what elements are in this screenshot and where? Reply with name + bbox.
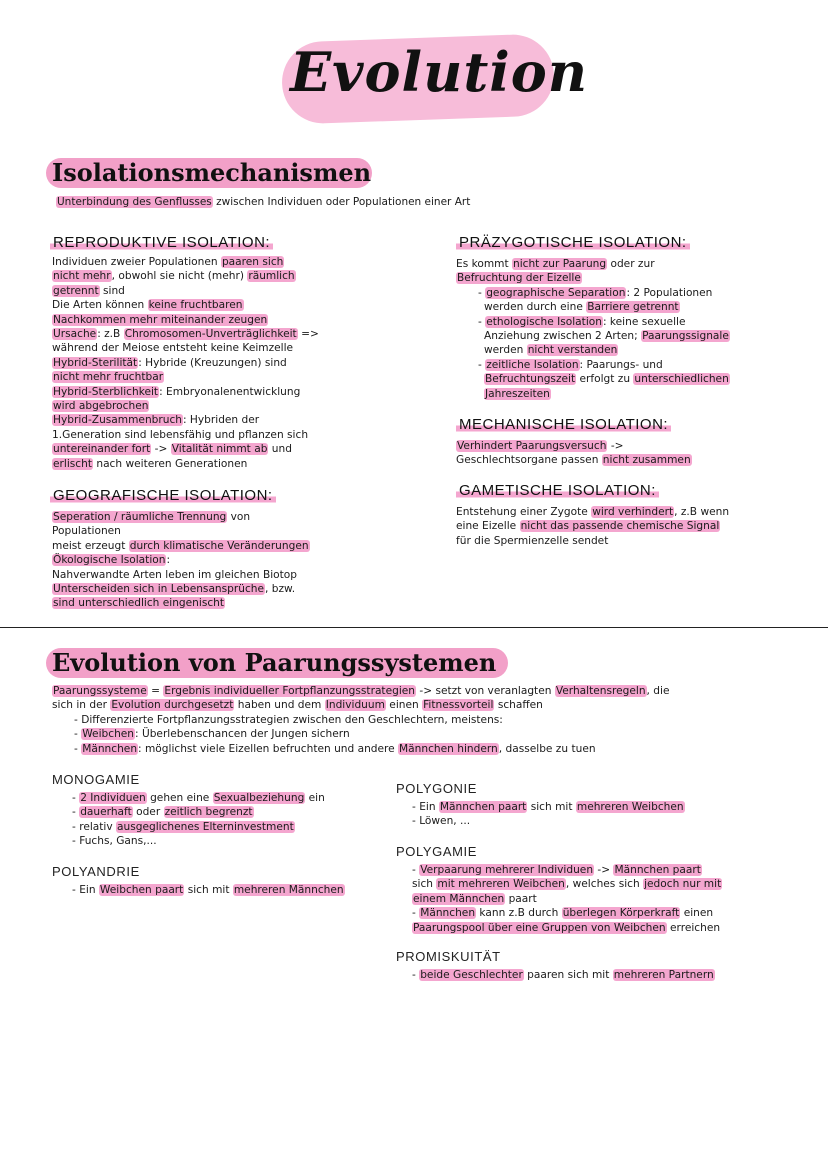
highlighted-term: Seperation / räumliche Trennung bbox=[53, 511, 227, 523]
heading-geografische: GEOGRAFISCHE ISOLATION: bbox=[50, 487, 276, 504]
highlighted-term: zeitliche Isolation bbox=[486, 358, 579, 371]
highlighted-term: getrennt bbox=[53, 284, 99, 297]
text-line bbox=[52, 370, 372, 384]
text-segment: sich mit bbox=[184, 884, 233, 896]
section-divider bbox=[0, 627, 828, 628]
highlighted-term: Ergebnis individueller Fortpflanzungsstrategien bbox=[164, 685, 416, 697]
text-line bbox=[412, 906, 784, 920]
text-segment: erreichen bbox=[666, 921, 721, 934]
text-line bbox=[456, 505, 796, 519]
text-segment: : keine sexuelle bbox=[602, 315, 686, 328]
text-segment: - bbox=[72, 806, 80, 819]
text-segment: Die Arten können bbox=[52, 299, 148, 312]
text-line bbox=[456, 534, 796, 548]
text-segment: Entstehung einer Zygote bbox=[456, 506, 592, 518]
highlighted-term: nicht mehr bbox=[53, 270, 111, 283]
text-segment: , bzw. bbox=[265, 583, 296, 596]
text-line bbox=[412, 968, 784, 982]
highlighted-term: wird abgebrochen bbox=[53, 400, 149, 413]
highlighted-term: 2 Individuen bbox=[80, 792, 146, 804]
text-segment: - bbox=[478, 315, 486, 328]
text-segment: Populationen bbox=[52, 525, 121, 538]
text-segment: eine Eizelle bbox=[456, 520, 520, 533]
highlighted-term: Verpaarung mehrerer Individuen bbox=[420, 864, 594, 876]
text-line bbox=[456, 286, 786, 300]
block-polygonie bbox=[412, 800, 772, 829]
text-line bbox=[52, 399, 372, 413]
highlighted-term: untereinander fort bbox=[53, 443, 151, 456]
text-segment: - bbox=[74, 742, 82, 755]
section1-heading: Isolationsmechanismen bbox=[52, 158, 372, 187]
text-line bbox=[52, 742, 772, 756]
text-line bbox=[52, 385, 372, 399]
text-segment: - bbox=[412, 969, 420, 981]
text-segment: von bbox=[227, 511, 251, 523]
text-line bbox=[52, 596, 372, 610]
heading-polyandrie: POLYANDRIE bbox=[52, 864, 140, 879]
text-line bbox=[456, 257, 786, 271]
highlighted-term: Hybrid-Sterilität bbox=[53, 356, 138, 369]
block-mechanische bbox=[456, 439, 786, 468]
text-segment: : z.B bbox=[97, 328, 124, 341]
highlighted-term: Weibchen paart bbox=[99, 884, 184, 896]
text-segment: Nahverwandte Arten leben im gleichen Biotop bbox=[52, 568, 297, 581]
text-segment: erfolgt zu bbox=[576, 373, 634, 386]
text-line bbox=[72, 883, 392, 897]
highlighted-term: Verhindert Paarungsversuch bbox=[457, 440, 607, 452]
text-line bbox=[412, 921, 784, 935]
highlighted-term: mehreren Männchen bbox=[233, 884, 344, 896]
text-line bbox=[456, 271, 786, 285]
text-line bbox=[456, 329, 786, 343]
text-segment: oder bbox=[132, 806, 164, 819]
highlighted-term: paaren sich bbox=[221, 256, 284, 268]
text-line bbox=[52, 356, 372, 370]
block-paarungssysteme-intro bbox=[52, 684, 772, 756]
highlighted-term: ethologische Isolation bbox=[486, 315, 602, 328]
heading-mechanische: MECHANISCHE ISOLATION: bbox=[456, 416, 671, 433]
text-segment: -> bbox=[607, 440, 624, 452]
text-segment: - bbox=[74, 728, 82, 741]
highlighted-term: dauerhaft bbox=[80, 806, 132, 819]
block-monogamie bbox=[72, 791, 392, 849]
text-line bbox=[52, 727, 772, 741]
block-promiskuitat bbox=[412, 968, 784, 982]
heading-polygonie: POLYGONIE bbox=[396, 781, 478, 796]
text-segment: , obwohl sie nicht (mehr) bbox=[111, 270, 248, 283]
highlighted-term: Nachkommen mehr miteinander zeugen bbox=[53, 313, 268, 326]
highlighted-term: Verhaltensregeln bbox=[555, 685, 646, 697]
highlighted-term: Ursache bbox=[53, 328, 97, 341]
highlighted-term: mehreren Partnern bbox=[613, 969, 714, 981]
highlighted-term: Männchen paart bbox=[614, 864, 701, 876]
text-segment: - bbox=[478, 286, 486, 299]
text-segment: einen bbox=[385, 699, 423, 712]
text-segment: 1.Generation sind lebensfähig und pflanzen sich bbox=[52, 428, 309, 441]
text-segment: schaffen bbox=[494, 699, 543, 712]
text-segment: einen bbox=[680, 907, 714, 920]
text-line bbox=[52, 698, 772, 712]
text-segment: - bbox=[412, 907, 420, 920]
highlighted-term: Hybrid-Sterblichkeit bbox=[53, 385, 159, 398]
page-title: Evolution bbox=[290, 40, 589, 104]
text-segment: -> bbox=[151, 443, 171, 456]
highlighted-term: Männchen hindern bbox=[399, 742, 498, 755]
highlighted-term: Männchen bbox=[420, 907, 476, 920]
block-geografische bbox=[52, 510, 372, 611]
text-line bbox=[456, 387, 786, 401]
text-line bbox=[456, 315, 786, 329]
text-segment: : Paarungs- und bbox=[579, 358, 663, 371]
text-line bbox=[456, 519, 796, 533]
highlighted-term: räumlich bbox=[248, 270, 295, 283]
highlighted-term: keine fruchtbaren bbox=[148, 299, 243, 312]
highlighted-term: Sexualbeziehung bbox=[213, 792, 305, 804]
text-segment: : Überlebenschancen der Jungen sichern bbox=[135, 728, 350, 741]
highlighted-term: Evolution durchgesetzt bbox=[111, 699, 234, 712]
highlighted-term: nicht das passende chemische Signal bbox=[520, 520, 720, 533]
highlighted-term: Paarungssysteme bbox=[53, 685, 147, 697]
text-line bbox=[52, 524, 372, 538]
section1-subtitle bbox=[56, 195, 576, 209]
heading-monogamie: MONOGAMIE bbox=[52, 772, 140, 787]
text-line bbox=[52, 553, 372, 567]
highlighted-term: Vitalität nimmt ab bbox=[171, 443, 268, 456]
text-segment: - relativ bbox=[72, 820, 116, 833]
text-line bbox=[72, 820, 392, 834]
text-segment: sich bbox=[412, 878, 437, 891]
heading-polygamie: POLYGAMIE bbox=[396, 844, 478, 859]
highlighted-term: Männchen paart bbox=[439, 801, 527, 813]
highlighted-term: wird verhindert bbox=[592, 506, 674, 518]
highlighted-term: überlegen Körperkraft bbox=[562, 907, 680, 920]
text-segment: sich mit bbox=[527, 801, 576, 813]
text-segment: und bbox=[268, 443, 292, 456]
text-segment: = bbox=[147, 685, 164, 697]
text-line bbox=[412, 877, 784, 891]
heading-promiskuitat: PROMISKUITÄT bbox=[396, 949, 501, 964]
text-segment: sind bbox=[99, 284, 125, 297]
block-reproduktive bbox=[52, 255, 372, 471]
text-line bbox=[456, 300, 786, 314]
block-polygamie bbox=[412, 863, 784, 935]
text-segment: werden bbox=[484, 344, 527, 357]
text-line bbox=[52, 539, 372, 553]
highlighted-term: Fitnessvorteil bbox=[423, 699, 494, 712]
highlighted-term: mehreren Weibchen bbox=[576, 801, 684, 813]
text-segment: , welches sich bbox=[565, 878, 644, 891]
text-line bbox=[52, 568, 372, 582]
highlighted-term: Paarungspool über eine Gruppen von Weibchen bbox=[413, 921, 666, 934]
highlighted-term: nicht mehr fruchtbar bbox=[53, 371, 164, 384]
text-line bbox=[52, 428, 372, 442]
text-segment: -> bbox=[594, 864, 614, 876]
highlighted-term: geographische Separation bbox=[486, 286, 626, 299]
block-polyandrie bbox=[72, 883, 392, 897]
text-segment: gehen eine bbox=[146, 792, 213, 804]
text-line bbox=[72, 805, 392, 819]
highlighted-term: Befruchtungszeit bbox=[485, 373, 576, 386]
text-segment: sich in der bbox=[52, 699, 111, 712]
text-line bbox=[52, 442, 372, 456]
highlighted-term: Männchen bbox=[82, 742, 138, 755]
highlighted-term: Ökologische Isolation bbox=[53, 554, 166, 567]
text-segment: - Löwen, ... bbox=[412, 815, 471, 828]
text-line bbox=[412, 892, 784, 906]
text-segment: haben und dem bbox=[234, 699, 325, 712]
text-segment: paart bbox=[505, 892, 537, 905]
text-segment: während der Meiose entsteht keine Keimzelle bbox=[52, 342, 294, 355]
highlighted-term: zeitlich begrenzt bbox=[164, 806, 253, 819]
text-segment: - bbox=[412, 864, 420, 876]
text-line bbox=[52, 298, 372, 312]
text-line bbox=[456, 343, 786, 357]
text-segment: paaren sich mit bbox=[523, 969, 613, 981]
text-segment: => bbox=[297, 328, 319, 341]
highlighted-term: erlischt bbox=[53, 457, 92, 470]
text-segment: Es kommt bbox=[456, 258, 512, 270]
text-line bbox=[52, 582, 372, 596]
text-line bbox=[52, 255, 372, 269]
highlighted-term: jedoch nur mit bbox=[644, 878, 722, 891]
text-segment: für die Spermienzelle sendet bbox=[456, 534, 609, 547]
text-segment: Anziehung zwischen 2 Arten; bbox=[484, 330, 642, 343]
text-segment: : Embryonalenentwicklung bbox=[159, 385, 301, 398]
text-line bbox=[52, 413, 372, 427]
block-prazygotische bbox=[456, 257, 786, 401]
highlighted-term: nicht verstanden bbox=[527, 344, 618, 357]
text-segment: Geschlechtsorgane passen bbox=[456, 454, 602, 467]
text-segment: - Differenzierte Fortpflanzungsstrategien zwischen den Geschlechtern, meistens: bbox=[74, 713, 503, 726]
text-line bbox=[52, 684, 772, 698]
subtitle-rest: zwischen Individuen oder Populationen einer Art bbox=[212, 196, 471, 208]
heading-reproduktive: REPRODUKTIVE ISOLATION: bbox=[50, 234, 273, 251]
highlighted-term: durch klimatische Veränderungen bbox=[129, 539, 309, 552]
highlighted-term: nicht zur Paarung bbox=[512, 258, 607, 270]
text-segment: - Ein bbox=[72, 884, 99, 896]
highlighted-term: sind unterschiedlich eingenischt bbox=[53, 597, 225, 610]
text-segment: Individuen zweier Populationen bbox=[52, 256, 221, 268]
text-line bbox=[72, 834, 392, 848]
heading-prazygotische: PRÄZYGOTISCHE ISOLATION: bbox=[456, 234, 690, 251]
highlighted-term: Barriere getrennt bbox=[587, 301, 679, 314]
text-segment: - bbox=[72, 792, 80, 804]
highlighted-term: Weibchen bbox=[82, 728, 135, 741]
highlighted-term: unterschiedlichen bbox=[634, 373, 729, 386]
text-segment: , die bbox=[646, 685, 670, 697]
highlighted-term: nicht zusammen bbox=[602, 454, 691, 467]
highlighted-term: Jahreszeiten bbox=[485, 387, 550, 400]
highlighted-term: ausgeglichenes Elterninvestment bbox=[117, 820, 294, 833]
text-line bbox=[52, 313, 372, 327]
text-segment: - bbox=[478, 358, 486, 371]
text-segment: kann z.B durch bbox=[476, 907, 562, 920]
text-line bbox=[456, 358, 786, 372]
highlighted-term: mit mehreren Weibchen bbox=[437, 878, 565, 891]
highlighted-term: Paarungssignale bbox=[642, 330, 729, 343]
text-line bbox=[52, 457, 372, 471]
highlighted-term: Unterscheiden sich in Lebensansprüche bbox=[53, 583, 265, 596]
text-segment: : Hybride (Kreuzungen) sind bbox=[138, 356, 287, 369]
text-line bbox=[412, 800, 772, 814]
text-segment: nach weiteren Generationen bbox=[92, 457, 248, 470]
text-line bbox=[52, 713, 772, 727]
highlighted-term: beide Geschlechter bbox=[420, 969, 523, 981]
text-segment: werden durch eine bbox=[484, 301, 587, 314]
text-segment: ein bbox=[305, 792, 325, 804]
highlighted-term: Individuum bbox=[325, 699, 385, 712]
text-line bbox=[412, 814, 772, 828]
text-segment: : möglichst viele Eizellen befruchten und andere bbox=[138, 742, 399, 755]
text-segment: - Fuchs, Gans,... bbox=[72, 835, 157, 848]
text-segment: : 2 Populationen bbox=[626, 286, 713, 299]
text-line bbox=[52, 269, 372, 283]
text-line bbox=[52, 341, 372, 355]
text-line bbox=[52, 284, 372, 298]
text-line bbox=[52, 510, 372, 524]
text-line bbox=[456, 372, 786, 386]
highlighted-term: Hybrid-Zusammenbruch bbox=[53, 414, 182, 427]
text-segment: meist erzeugt bbox=[52, 539, 129, 552]
text-line bbox=[412, 863, 784, 877]
text-segment: : bbox=[166, 554, 171, 567]
highlighted-term: einem Männchen bbox=[413, 892, 505, 905]
heading-gametische: GAMETISCHE ISOLATION: bbox=[456, 482, 659, 499]
text-segment: , z.B wenn bbox=[674, 506, 730, 518]
text-segment: oder zur bbox=[607, 258, 655, 270]
highlighted-term: Chromosomen-Unverträglichkeit bbox=[124, 328, 297, 341]
text-line bbox=[72, 791, 392, 805]
text-line bbox=[456, 439, 786, 453]
text-segment: , dasselbe zu tuen bbox=[498, 742, 596, 755]
highlighted-term: Befruchtung der Eizelle bbox=[457, 272, 581, 285]
text-segment: - Ein bbox=[412, 801, 439, 813]
subtitle-highlight: Unterbindung des Genflusses bbox=[57, 196, 212, 208]
block-gametische bbox=[456, 505, 796, 548]
section2-heading: Evolution von Paarungssystemen bbox=[52, 648, 497, 677]
text-segment: : Hybriden der bbox=[183, 414, 260, 427]
text-line bbox=[456, 453, 786, 467]
text-segment: -> setzt von veranlagten bbox=[416, 685, 555, 697]
text-line bbox=[52, 327, 372, 341]
